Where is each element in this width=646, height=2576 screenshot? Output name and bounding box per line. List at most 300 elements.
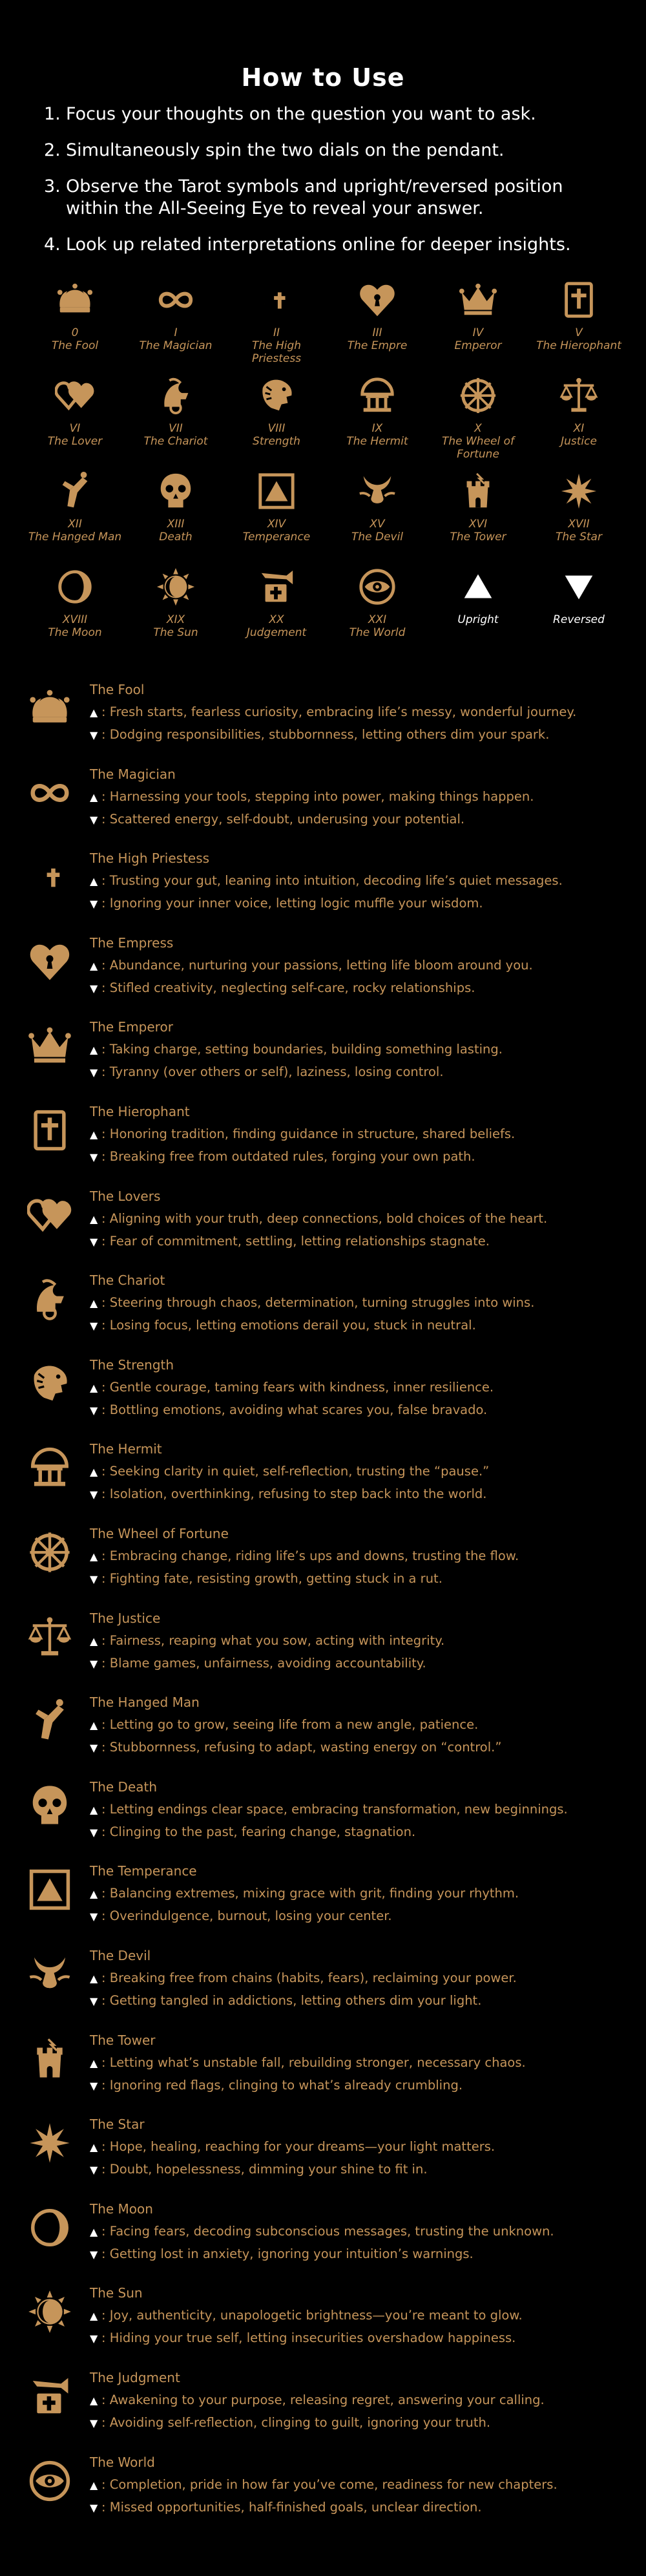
upright-text: Taking charge, setting boundaries, building something lasting. — [109, 1042, 503, 1057]
card-name: The Chariot — [90, 1272, 165, 1288]
upright-meaning — [90, 2224, 554, 2239]
reversed-meaning — [90, 812, 464, 827]
separator: : — [101, 789, 106, 804]
tower-icon — [27, 2036, 72, 2082]
upright-symbol: ▲ — [90, 1804, 98, 1816]
reversed-symbol: ▼ — [90, 2164, 98, 2176]
reversed-symbol: ▼ — [90, 2332, 98, 2345]
skull-icon — [156, 471, 196, 511]
legend-cell — [127, 567, 225, 639]
legend-numeral: XVI — [468, 518, 488, 531]
upright-text: Breaking free from chains (habits, fears), reclaiming your power. — [109, 1970, 517, 1985]
separator: : — [101, 2055, 106, 2070]
separator: : — [101, 1824, 106, 1839]
upright-meaning — [90, 1464, 489, 1479]
eye-icon — [27, 2458, 72, 2504]
scales-icon — [559, 375, 599, 416]
separator: : — [101, 1234, 106, 1249]
triangle-down-icon — [559, 567, 599, 607]
separator: : — [101, 1740, 106, 1755]
reversed-symbol: ▼ — [90, 2080, 98, 2092]
reversed-text: Bottling emotions, avoiding what scares you, false bravado. — [109, 1402, 488, 1417]
upright-meaning — [90, 1886, 519, 1901]
meaning-entry — [0, 1104, 646, 1181]
legend-label: The World — [349, 626, 406, 639]
upright-symbol: ▲ — [90, 2141, 98, 2153]
legend-numeral: XVII — [568, 518, 590, 531]
hanging-figure-icon — [27, 1698, 72, 1744]
meaning-icon-wrap — [27, 1361, 72, 1406]
meaning-icon-wrap — [27, 1867, 72, 1912]
meaning-icon-wrap — [27, 2120, 72, 2166]
reversed-text: Avoiding self-reflection, clinging to guilt, ignoring your truth. — [109, 2415, 491, 2430]
upright-symbol: ▲ — [90, 1128, 98, 1141]
separator: : — [101, 873, 106, 888]
card-name: The Hanged Man — [90, 1694, 200, 1710]
legend-numeral: 0 — [71, 326, 79, 339]
meaning-icon-wrap — [27, 1698, 72, 1744]
upright-text: Hope, healing, reaching for your dreams—your light matters. — [109, 2139, 495, 2154]
upright-symbol: ▲ — [90, 1635, 98, 1647]
separator: : — [101, 2500, 106, 2515]
card-name: The Star — [90, 2117, 145, 2132]
separator: : — [101, 980, 106, 995]
meaning-entry — [0, 2117, 646, 2194]
meaning-entry — [0, 1948, 646, 2025]
reversed-symbol: ▼ — [90, 1573, 98, 1585]
legend-label: The Devil — [351, 531, 404, 544]
meaning-entry — [0, 1441, 646, 1519]
upright-text: Trusting your gut, leaning into intuition, decoding life’s quiet messages. — [109, 873, 563, 888]
instruction-step — [44, 234, 612, 256]
moon-icon — [27, 2205, 72, 2250]
step-number: 2. — [44, 140, 61, 160]
upright-meaning — [90, 1042, 503, 1057]
upright-text: Abundance, nurturing your passions, letting life bloom around you. — [109, 958, 533, 973]
separator: : — [101, 727, 106, 742]
legend-label: Strength — [253, 435, 300, 448]
legend-cell — [429, 567, 527, 626]
upright-symbol: ▲ — [90, 1297, 98, 1309]
upright-text: Facing fears, decoding subconscious messages, trusting the unknown. — [109, 2224, 554, 2239]
instructions-list — [44, 103, 612, 270]
upright-symbol: ▲ — [90, 706, 98, 719]
upright-symbol: ▲ — [90, 1972, 98, 1985]
card-name: The World — [90, 2455, 155, 2470]
meaning-icon-wrap — [27, 1445, 72, 1490]
reversed-symbol: ▼ — [90, 2502, 98, 2514]
eye-icon — [357, 567, 397, 607]
upright-text: Fairness, reaping what you sow, acting with integrity. — [109, 1633, 445, 1648]
legend-cell — [530, 567, 628, 626]
reversed-text: Blame games, unfairness, avoiding accountability. — [109, 1656, 426, 1671]
separator: : — [101, 1126, 106, 1141]
upright-text: Steering through chaos, determination, turning struggles into wins. — [109, 1295, 535, 1310]
crown-icon — [458, 280, 498, 320]
meaning-entry — [0, 935, 646, 1013]
legend-label: The Sun — [153, 626, 198, 639]
meaning-entry — [0, 1272, 646, 1350]
reversed-meaning — [90, 1993, 481, 2008]
reversed-meaning — [90, 2415, 490, 2430]
upright-symbol: ▲ — [90, 2479, 98, 2491]
upright-symbol: ▲ — [90, 1213, 98, 1225]
reversed-symbol: ▼ — [90, 1236, 98, 1248]
separator: : — [101, 1548, 106, 1563]
step-number: 1. — [44, 104, 61, 124]
reversed-meaning — [90, 1486, 487, 1501]
legend-cell — [328, 567, 426, 639]
step-text: Simultaneously spin the two dials on the pendant. — [66, 140, 505, 160]
meaning-icon-wrap — [27, 1023, 72, 1068]
instruction-step — [44, 140, 612, 162]
card-name: The Strength — [90, 1357, 174, 1373]
reversed-symbol: ▼ — [90, 2417, 98, 2429]
separator: : — [101, 1042, 106, 1057]
meaning-icon-wrap — [27, 1108, 72, 1153]
card-name: The Judgment — [90, 2370, 180, 2385]
upright-meaning — [90, 2477, 557, 2492]
legend-label: The Hermit — [346, 435, 408, 448]
reversed-meaning — [90, 1149, 475, 1164]
legend-cell — [227, 471, 326, 544]
infinity-icon — [27, 770, 72, 816]
instruction-step — [44, 176, 612, 220]
separator: : — [101, 1402, 106, 1417]
separator: : — [101, 2415, 106, 2430]
reversed-meaning — [90, 1824, 415, 1839]
legend-numeral: IX — [371, 422, 383, 435]
reversed-meaning — [90, 2162, 428, 2177]
separator: : — [101, 2477, 106, 2492]
upright-symbol: ▲ — [90, 2226, 98, 2238]
reversed-meaning — [90, 727, 549, 742]
trumpet-icon — [256, 567, 297, 607]
star-icon — [559, 471, 599, 511]
reversed-symbol: ▼ — [90, 1742, 98, 1754]
reversed-text: Ignoring your inner voice, letting logic muffle your wisdom. — [109, 896, 483, 911]
helmet-icon — [27, 1276, 72, 1322]
separator: : — [101, 1318, 106, 1333]
page-title: How to Use — [241, 63, 405, 92]
reversed-meaning — [90, 1318, 476, 1333]
card-name: The Temperance — [90, 1863, 197, 1879]
card-name: The Devil — [90, 1948, 151, 1963]
reversed-meaning — [90, 1908, 392, 1923]
legend-label: The Hanged Man — [28, 531, 122, 544]
legend-label: Reversed — [553, 613, 605, 626]
reversed-text: Breaking free from outdated rules, forging your own path. — [109, 1149, 475, 1164]
reversed-symbol: ▼ — [90, 1151, 98, 1163]
meaning-entry — [0, 766, 646, 844]
separator: : — [101, 1802, 106, 1817]
separator: : — [101, 896, 106, 911]
upright-text: Gentle courage, taming fears with kindness, inner resilience. — [109, 1380, 494, 1395]
meaning-icon-wrap — [27, 2458, 72, 2504]
card-name: The Magician — [90, 766, 176, 782]
meaning-icon-wrap — [27, 686, 72, 731]
temple-icon — [357, 375, 397, 416]
triangle-up-icon — [458, 567, 498, 607]
reversed-meaning — [90, 1402, 487, 1417]
separator: : — [101, 2330, 106, 2345]
reversed-meaning — [90, 2246, 474, 2261]
meaning-icon-wrap — [27, 1952, 72, 1997]
reversed-text: Isolation, overthinking, refusing to step back into the world. — [109, 1486, 487, 1501]
separator: : — [101, 1464, 106, 1479]
card-name: The Fool — [90, 682, 145, 697]
legend-label: The Tower — [450, 531, 506, 544]
reversed-meaning — [90, 2330, 516, 2345]
separator: : — [101, 958, 106, 973]
legend-numeral: XIX — [166, 613, 185, 626]
sun-icon — [156, 567, 196, 607]
upright-meaning — [90, 2139, 495, 2154]
reversed-symbol: ▼ — [90, 1404, 98, 1417]
reversed-text: Hiding your true self, letting insecurities overshadow happiness. — [109, 2330, 516, 2345]
legend-cell — [26, 471, 124, 544]
legend-cell — [429, 280, 527, 352]
reversed-symbol: ▼ — [90, 1488, 98, 1501]
reversed-text: Getting tangled in addictions, letting others dim your light. — [109, 1993, 482, 2008]
legend-label: The Lover — [47, 435, 103, 448]
legend-numeral: XX — [269, 613, 284, 626]
legend-cell — [328, 280, 426, 352]
meaning-icon-wrap — [27, 1614, 72, 1660]
meaning-entry — [0, 1779, 646, 1857]
upright-meaning — [90, 1211, 547, 1226]
linked-hearts-icon — [27, 1192, 72, 1238]
wheel-icon — [458, 375, 498, 416]
reversed-symbol: ▼ — [90, 729, 98, 741]
reversed-text: Clinging to the past, fearing change, stagnation. — [109, 1824, 416, 1839]
card-name: The Emperor — [90, 1019, 173, 1035]
separator: : — [101, 2308, 106, 2323]
separator: : — [101, 1064, 106, 1079]
upright-text: Fresh starts, fearless curiosity, embracing life’s messy, wonderful journey. — [109, 704, 577, 719]
reversed-text: Ignoring red flags, clinging to what’s already crumbling. — [109, 2078, 463, 2093]
jester-hat-icon — [55, 280, 95, 320]
upright-text: Completion, pride in how far you’ve come, readiness for new chapters. — [109, 2477, 557, 2492]
instruction-step — [44, 103, 612, 125]
upright-text: Aligning with your truth, deep connections, bold choices of the heart. — [109, 1211, 548, 1226]
legend-numeral: V — [575, 326, 583, 339]
meaning-entry — [0, 1357, 646, 1435]
upright-text: Awakening to your purpose, releasing regret, answering your calling. — [109, 2392, 545, 2407]
legend-label: The Moon — [48, 626, 102, 639]
separator: : — [101, 1295, 106, 1310]
reversed-meaning — [90, 1571, 443, 1586]
legend-label: The Wheel of Fortune — [441, 435, 515, 461]
reversed-text: Dodging responsibilities, stubbornness, letting others dim your spark. — [109, 727, 550, 742]
legend-numeral: XVIII — [62, 613, 88, 626]
separator: : — [101, 2139, 106, 2154]
triangle-square-icon — [256, 471, 297, 511]
upright-meaning — [90, 1970, 517, 1985]
upright-meaning — [90, 2392, 545, 2407]
meaning-entry — [0, 850, 646, 928]
reversed-text: Scattered energy, self-doubt, underusing your potential. — [109, 812, 465, 827]
legend-label: Justice — [561, 435, 597, 448]
legend-cell — [530, 375, 628, 448]
card-name: The Death — [90, 1779, 158, 1795]
helmet-icon — [156, 375, 196, 416]
reversed-meaning — [90, 1234, 490, 1249]
reversed-symbol: ▼ — [90, 1320, 98, 1332]
temple-icon — [27, 1445, 72, 1490]
card-name: The Wheel of Fortune — [90, 1526, 229, 1541]
meaning-entry — [0, 1863, 646, 1941]
reversed-text: Tyranny (over others or self), laziness, losing control. — [109, 1064, 444, 1079]
separator: : — [101, 812, 106, 827]
meaning-entry — [0, 2032, 646, 2110]
crescent-cross-icon — [27, 854, 72, 900]
legend-cell — [227, 280, 326, 365]
reversed-symbol: ▼ — [90, 898, 98, 910]
meaning-entry — [0, 1610, 646, 1688]
reversed-text: Fear of commitment, settling, letting relationships stagnate. — [109, 1234, 490, 1249]
separator: : — [101, 1656, 106, 1671]
upright-meaning — [90, 2055, 526, 2070]
linked-hearts-icon — [55, 375, 95, 416]
upright-symbol: ▲ — [90, 2057, 98, 2069]
reversed-meaning — [90, 896, 483, 911]
meaning-entry — [0, 1526, 646, 1603]
legend-label: Upright — [457, 613, 499, 626]
reversed-text: Missed opportunities, half-finished goals, unclear direction. — [109, 2500, 482, 2515]
legend-cell — [26, 375, 124, 448]
reversed-symbol: ▼ — [90, 814, 98, 826]
legend-numeral: VIII — [267, 422, 286, 435]
heart-keyhole-icon — [27, 939, 72, 984]
legend-numeral: VI — [69, 422, 81, 435]
upright-symbol: ▲ — [90, 1466, 98, 1478]
card-name: The Hierophant — [90, 1104, 190, 1119]
upright-meaning — [90, 873, 563, 888]
reversed-meaning — [90, 2078, 463, 2093]
separator: : — [101, 1571, 106, 1586]
upright-meaning — [90, 958, 533, 973]
separator: : — [101, 1908, 106, 1923]
legend-label: The High Priestess — [251, 339, 302, 365]
reversed-text: Doubt, hopelessness, dimming your shine to fit in. — [109, 2162, 428, 2177]
legend-numeral: XXI — [368, 613, 387, 626]
reversed-meaning — [90, 1740, 501, 1755]
devil-icon — [357, 471, 397, 511]
separator: : — [101, 1633, 106, 1648]
card-name: The Moon — [90, 2201, 153, 2217]
legend-label: The Empre — [347, 339, 408, 352]
meaning-entry — [0, 2455, 646, 2532]
legend-cell — [26, 280, 124, 352]
jester-hat-icon — [27, 686, 72, 731]
skull-icon — [27, 1783, 72, 1828]
step-number: 4. — [44, 235, 61, 255]
separator: : — [101, 1149, 106, 1164]
upright-text: Letting go to grow, seeing life from a new angle, patience. — [109, 1717, 479, 1732]
upright-meaning — [90, 1802, 568, 1817]
separator: : — [101, 1993, 106, 2008]
step-number: 3. — [44, 176, 61, 196]
reversed-text: Fighting fate, resisting growth, getting stuck in a rut. — [109, 1571, 443, 1586]
meaning-entry — [0, 2201, 646, 2279]
wheel-icon — [27, 1530, 72, 1575]
legend-numeral: VII — [169, 422, 183, 435]
legend-numeral: IV — [472, 326, 484, 339]
legend-cell — [227, 567, 326, 639]
upright-text: Letting what’s unstable fall, rebuilding stronger, necessary chaos. — [109, 2055, 526, 2070]
upright-symbol: ▲ — [90, 960, 98, 972]
reversed-text: Stubbornness, refusing to adapt, wasting energy on “control.” — [109, 1740, 502, 1755]
moon-icon — [55, 567, 95, 607]
reversed-symbol: ▼ — [90, 1066, 98, 1079]
card-name: The Hermit — [90, 1441, 162, 1457]
meaning-icon-wrap — [27, 1276, 72, 1322]
meaning-entry — [0, 1019, 646, 1097]
card-name: The Sun — [90, 2285, 143, 2301]
separator: : — [101, 704, 106, 719]
separator: : — [101, 2224, 106, 2239]
reversed-meaning — [90, 980, 475, 995]
meaning-icon-wrap — [27, 2289, 72, 2334]
reversed-symbol: ▼ — [90, 1995, 98, 2007]
upright-text: Joy, authenticity, unapologetic brightness—you’re meant to glow. — [109, 2308, 523, 2323]
legend-label: Emperor — [454, 339, 502, 352]
reversed-symbol: ▼ — [90, 2248, 98, 2261]
card-name: The Lovers — [90, 1188, 161, 1204]
upright-symbol: ▲ — [90, 1550, 98, 1563]
reversed-symbol: ▼ — [90, 1910, 98, 1923]
legend-numeral: XI — [573, 422, 585, 435]
devil-icon — [27, 1952, 72, 1997]
upright-symbol: ▲ — [90, 791, 98, 803]
star-icon — [27, 2120, 72, 2166]
separator: : — [101, 2392, 106, 2407]
upright-symbol: ▲ — [90, 1719, 98, 1731]
legend-cell — [227, 375, 326, 448]
meaning-entry — [0, 2370, 646, 2447]
meaning-icon-wrap — [27, 2036, 72, 2082]
separator: : — [101, 1717, 106, 1732]
reversed-symbol: ▼ — [90, 1826, 98, 1839]
upright-meaning — [90, 1126, 515, 1141]
card-name: The High Priestess — [90, 850, 210, 866]
separator: : — [101, 1886, 106, 1901]
upright-meaning — [90, 1380, 494, 1395]
meaning-icon-wrap — [27, 770, 72, 816]
legend-numeral: XII — [68, 518, 82, 531]
step-text: Observe the Tarot symbols and upright/reversed position within the All-Seeing Eye to reveal your answer. — [66, 176, 563, 218]
card-name: The Tower — [90, 2032, 156, 2048]
triangle-square-icon — [27, 1867, 72, 1912]
meaning-entry — [0, 1694, 646, 1772]
legend-cell — [328, 375, 426, 448]
separator: : — [101, 1380, 106, 1395]
reversed-symbol: ▼ — [90, 982, 98, 995]
legend-numeral: X — [474, 422, 482, 435]
meaning-icon-wrap — [27, 2374, 72, 2419]
separator: : — [101, 2246, 106, 2261]
upright-meaning — [90, 1717, 478, 1732]
legend-label: The Fool — [51, 339, 99, 352]
legend-label: Death — [159, 531, 193, 544]
crescent-cross-icon — [256, 280, 297, 320]
legend-label: Judgement — [246, 626, 307, 639]
step-text: Focus your thoughts on the question you want to ask. — [66, 104, 536, 124]
meaning-icon-wrap — [27, 939, 72, 984]
legend-cell — [530, 280, 628, 352]
lion-icon — [27, 1361, 72, 1406]
